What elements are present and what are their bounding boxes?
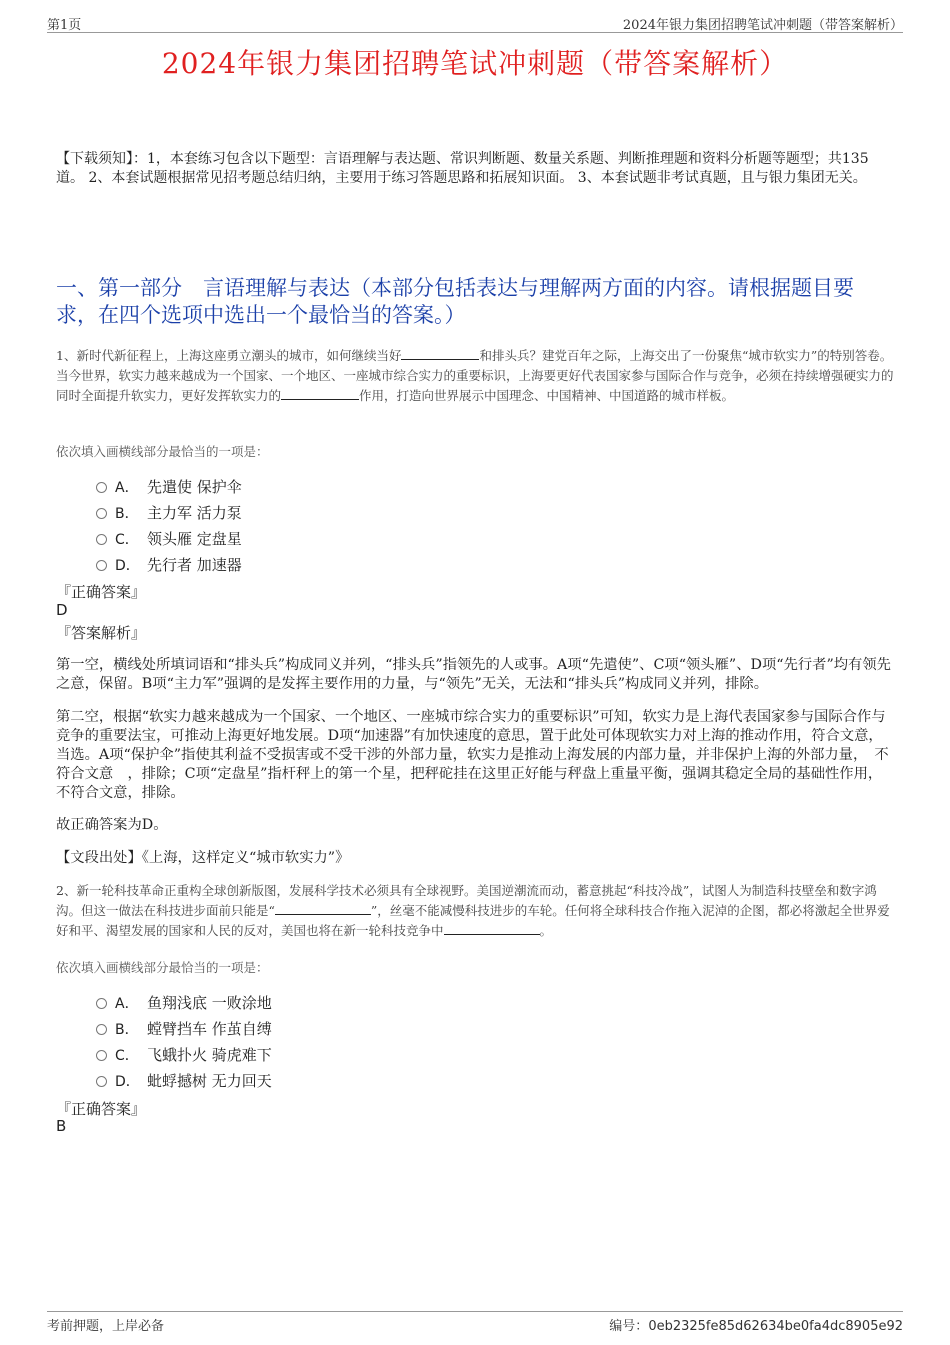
question-2-option-a[interactable]: A． 鱼翔浅底 一败涂地	[96, 992, 272, 1014]
question-1-analysis-label: 『答案解析』	[56, 624, 147, 642]
document-code: 编号：0eb2325fe85d62634be0fa4dc8905e92	[609, 1319, 903, 1334]
question-1-option-d[interactable]: D． 先行者 加速器	[96, 554, 242, 576]
header-doc-title: 2024年银力集团招聘笔试冲刺题（带答案解析）	[622, 18, 903, 33]
page-title: 2024年银力集团招聘笔试冲刺题（带答案解析）	[161, 47, 789, 80]
question-1-option-b[interactable]: B． 主力军 活力泵	[96, 502, 242, 524]
question-2-option-d[interactable]: D． 蚍蜉撼树 无力回天	[96, 1070, 272, 1092]
page-footer	[47, 1311, 903, 1334]
analysis-paragraph: 第二空，根据“软实力越来越成为一个国家、一个地区、一座城市综合实力的重要标识”可知，软实力是上海代表国家参与国际合作与竞争的重要法宝，可推动上海更好地发展。D项“加速器”有加快速度的意思，置于此处可体现软实力对上海的推动作用，符合文意，当选。A项“保护伞”指使其利益不受损害或不受干涉的外部力量，软实力是推动上海发展的内部力量，并非保护上海的外部力量， 不符合文意 ，排除；C项“定盘星”指杆秤上的第一个星，把秤砣挂在这里正好能与秤盘上重量平衡，强调其稳定全局的基础性作用，不符合文意，排除。	[56, 709, 889, 801]
question-1-stem: 1、新时代新征程上，上海这座勇立潮头的城市，如何继续当好 和排头兵？建党百年之际，上海交出了一份聚焦“城市软实力”的特别答卷。当今世界，软实力越来越成为一个国家、一个地区、一座城市综合实力的重要标识，上海要更好代表国家参与国际合作与竞争，必须在持续增强硬实力的同时全面提升软实力，更好发挥软实力的 作用，打造向世界展示中国理念、中国精神、中国道路的城市样板。	[56, 348, 894, 403]
question-1-answer: D	[56, 601, 68, 619]
question-2-answer: B	[56, 1117, 67, 1135]
page-header	[47, 12, 903, 33]
question-1-option-c[interactable]: C． 领头雁 定盘星	[96, 528, 242, 550]
radio-icon[interactable]	[96, 508, 107, 519]
footer-slogan: 考前押题，上岸必备	[47, 1319, 165, 1334]
radio-icon[interactable]	[96, 998, 107, 1009]
radio-icon[interactable]	[96, 1076, 107, 1087]
radio-icon[interactable]	[96, 560, 107, 571]
question-2-option-c[interactable]: C． 飞蛾扑火 骑虎难下	[96, 1044, 272, 1066]
radio-icon[interactable]	[96, 1050, 107, 1061]
blank-1	[401, 347, 479, 360]
radio-icon[interactable]	[96, 1024, 107, 1035]
page-number: 第1页	[47, 18, 82, 33]
analysis-conclusion: 故正确答案为D。	[56, 817, 168, 833]
question-2-option-b[interactable]: B． 螳臂挡车 作茧自缚	[96, 1018, 272, 1040]
download-notice: 【下载须知】：1，本套练习包含以下题型：言语理解与表达题、常识判断题、数量关系题、判断推理题和资料分析题等题型；共135道。 2、本套试题根据常见招考题总结归纳，主要用于练习答题思路和拓展知识面。 3、本套试题非考试真题，且与银力集团无关。	[56, 151, 869, 186]
analysis-paragraph: 第一空，横线处所填词语和“排头兵”构成同义并列，“排头兵”指领先的人或事。A项“先遣使”、C项“领头雁”、D项“先行者”均有领先之意，保留。B项“主力军”强调的是发挥主要作用的力量，与“领先”无关，无法和“排头兵”构成同义并列，排除。	[56, 657, 891, 692]
question-1-option-a[interactable]: A． 先遣使 保护伞	[96, 476, 242, 498]
section-heading: 一、第一部分 言语理解与表达（本部分包括表达与理解两方面的内容。请根据题目要求，在四个选项中选出一个最恰当的答案。）	[56, 276, 854, 327]
question-2-prompt: 依次填入画横线部分最恰当的一项是：	[56, 960, 269, 975]
question-2-answer-label: 『正确答案』	[56, 1100, 147, 1118]
radio-icon[interactable]	[96, 534, 107, 545]
blank-2	[281, 387, 359, 400]
analysis-source: 【文段出处】《上海，这样定义“城市软实力”》	[56, 850, 350, 866]
question-2-stem: 2、新一轮科技革命正重构全球创新版图，发展科学技术必须具有全球视野。美国逆潮流而动，蓄意挑起“科技冷战”，试图人为制造科技壁垒和数字鸿沟。但这一做法在科技进步面前只能是“ ”，丝毫不能减慢科技进步的车轮。任何将全球科技合作拖入泥淖的企图，都必将激起全世界爱好和平、渴望发展的国家和人民的反对，美国也将在新一轮科技竞争中 。	[56, 883, 890, 938]
radio-icon[interactable]	[96, 482, 107, 493]
blank-2	[444, 922, 540, 935]
blank-1	[275, 902, 371, 915]
question-1-prompt: 依次填入画横线部分最恰当的一项是：	[56, 444, 269, 459]
question-1-answer-label: 『正确答案』	[56, 583, 147, 601]
